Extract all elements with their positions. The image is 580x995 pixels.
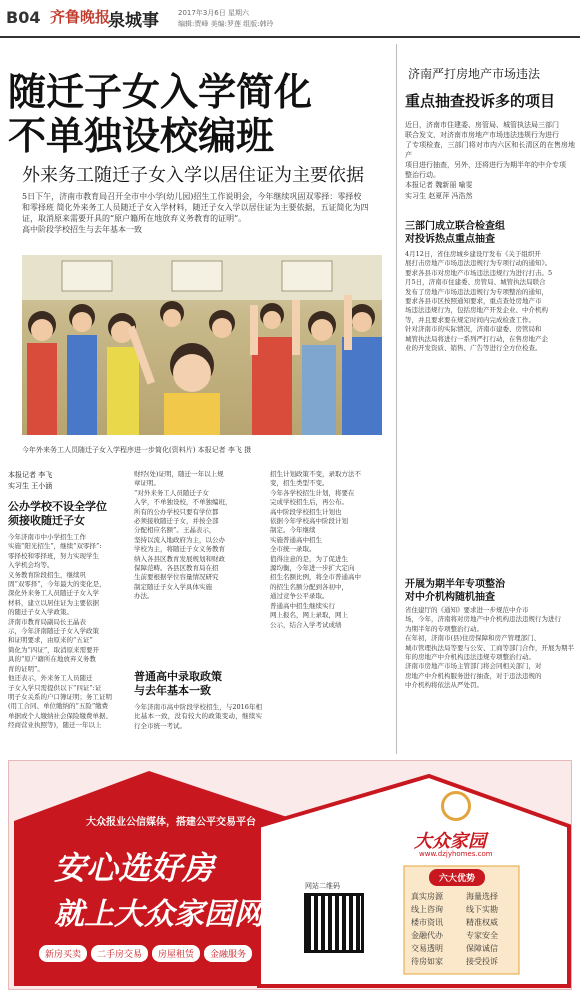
reporter-line: 实习生 赵夏萍 冯浩然 bbox=[405, 192, 473, 200]
brand-name: 大众家园 bbox=[414, 831, 486, 852]
children-photo-illustration bbox=[22, 255, 382, 435]
body-line: 分配相应名额”。王晶表示， bbox=[134, 526, 216, 535]
right-sub-head-2 bbox=[405, 578, 505, 604]
body-line: 今年济南市中小学招生工作 bbox=[8, 533, 86, 541]
body-line: 展打击房地产市场违法违规行为专项行动的通知》。 bbox=[405, 259, 552, 268]
body-line: 省住建厅的《通知》要求进一步规范中介市 bbox=[405, 606, 529, 614]
brand-logo-icon bbox=[441, 791, 471, 821]
body-line: 简化为“四证”，取消原来需要开 bbox=[8, 645, 100, 654]
editors-line: 编辑:贾峰 美编:罗莲 组版:韩玲 bbox=[178, 20, 274, 28]
service-tag[interactable]: 新房买卖 bbox=[39, 945, 87, 962]
ad-banner: 大众报业公信媒体，搭建公平交易平台 bbox=[86, 817, 256, 828]
right-sub-head-1 bbox=[405, 220, 505, 246]
advantage-item: 接受投诉 bbox=[466, 957, 498, 966]
body-line: 等，并且要求要在规定时间内完成检查工作。 bbox=[405, 315, 535, 324]
body-line: 源均衡，今年进一步扩大定向 bbox=[270, 564, 355, 573]
body-line: 入学机会均等。 bbox=[8, 561, 54, 570]
brand-url[interactable]: www.dzjyhomes.com bbox=[419, 850, 493, 858]
body-line: 今年各学校招生计划，将要在 bbox=[270, 488, 355, 497]
lead-line: 和零择班 简化外来务工人员随迁子女入学材料，随迁子女入学以居住证为主要依据，五证简化为四 bbox=[22, 203, 369, 212]
body-line: 发布了房地产市场违法违规行为专项整治的通知， bbox=[405, 287, 548, 296]
body-line: 示，今年济南随迁子女入学政策 bbox=[8, 627, 99, 636]
body-line: 实施“阳光招生”，继续“双零择”: bbox=[8, 542, 102, 551]
body-line: 业的开发资质、销售、广告等进行全方位检查。 bbox=[405, 344, 542, 353]
main-subheadline: 外来务工随迁子女入学以居住证为主要依据 bbox=[22, 165, 364, 186]
body-line: 要求各县市区按照通知要求，重点查处房地产市 bbox=[405, 297, 542, 306]
qr-code-icon[interactable] bbox=[304, 893, 364, 953]
body-line: 具的“原户籍所在地放弃义务教 bbox=[8, 655, 96, 664]
body-line: 保障范畴。各县区教育局在招 bbox=[134, 564, 219, 573]
service-tag[interactable]: 金融服务 bbox=[204, 945, 252, 962]
headline-line-1: 随迁子女入学简化 bbox=[8, 70, 313, 114]
section-name: 泉城事 bbox=[108, 11, 159, 31]
paper-logo: 齐鲁晚报 bbox=[50, 8, 111, 26]
body-line: “对外来务工人员随迁子女 bbox=[134, 488, 209, 497]
body-line: 材料，建立以居住证为主要依据 bbox=[8, 598, 99, 607]
service-tag[interactable]: 二手房交易 bbox=[91, 945, 148, 962]
advertisement[interactable] bbox=[8, 760, 572, 990]
body-line: 在年初，济南市(县)住房保障和房产管理部门、 bbox=[405, 634, 541, 643]
body-line: 城市管理执法局等要与公安、工商等部门合作，开展为期半 bbox=[405, 643, 574, 652]
body-line: 为期半年的专项整治行动。 bbox=[405, 624, 483, 633]
body-line: (用工合同、单位缴纳的“五险”缴费 bbox=[8, 702, 109, 711]
ad-services bbox=[39, 945, 252, 962]
body-line: 深化外来务工人员随迁子女入学 bbox=[8, 589, 99, 598]
body-line: 月5日，济南市住建委、房管局、城管执法局联合 bbox=[405, 278, 546, 287]
body-line: 办法。 bbox=[134, 592, 154, 601]
advantage-item: 保障诚信 bbox=[466, 944, 498, 953]
body-line: 通过竞争公平录取。 bbox=[270, 592, 329, 601]
body-line: 普通高中招生继续实行 bbox=[270, 601, 335, 610]
lead-line: 证，取消原来需要开具的“原户籍所在地放弃义务教育的证明”。 bbox=[22, 214, 247, 223]
advantage-item: 待房如家 bbox=[411, 957, 443, 966]
main-lead bbox=[22, 191, 382, 235]
intern-name: 实习生 王小涵 bbox=[8, 482, 53, 490]
body-line: 变，招生类型不变。 bbox=[270, 479, 329, 488]
headline-line-2: 不单独设校编班 bbox=[8, 114, 275, 158]
lead-line: 高中阶段学校招生与去年基本一致 bbox=[22, 225, 142, 234]
sub-head-2 bbox=[134, 670, 262, 698]
body-line: 招生计划政策不变，录取方法不 bbox=[270, 470, 361, 478]
advantage-item: 金融代办 bbox=[411, 931, 443, 940]
right-sub-head-2-line: 对中介机构随机抽查 bbox=[405, 592, 495, 603]
body-line: 要求各县市对房地产市场违法违规行为进行打击。5 bbox=[405, 268, 553, 277]
body-line: 明子女关系的户口簿证明；务工证明 bbox=[8, 692, 112, 701]
main-headline bbox=[8, 70, 388, 158]
advantage-item: 交易透明 bbox=[411, 944, 443, 953]
body-line: 值得注意的是，为了促进生 bbox=[270, 554, 348, 563]
body-line: 固“双零择”，今年最大的变化是， bbox=[8, 580, 106, 589]
feature-kicker: 济南严打房地产市场违法 bbox=[408, 67, 541, 81]
sub-head-1 bbox=[8, 500, 128, 528]
advantage-item: 线上咨询 bbox=[411, 905, 443, 914]
advantage-item: 专家安全 bbox=[466, 931, 498, 940]
body-line: 依据今年学校高中阶段计划 bbox=[270, 517, 348, 526]
body-line: 他还表示，外来务工人员随迁 bbox=[8, 674, 93, 683]
body-line: 义务教育阶段招生，继续巩 bbox=[8, 570, 86, 579]
qr-label: 网站二维码 bbox=[305, 882, 340, 890]
body-line: 入学，不单独设校，不单独编班， bbox=[134, 498, 232, 507]
body-line: 年的房地产中介机构违法违规专项整治行动。 bbox=[405, 653, 535, 662]
sub-head-2-line: 普通高中录取政策 bbox=[134, 670, 222, 683]
body-line: 和证明要求，由原来的“五证” bbox=[8, 636, 93, 645]
photo-caption: 今年外来务工人员随迁子女入学程序进一步简化(资料片) 本报记者 李飞 摄 bbox=[22, 446, 252, 454]
body-line: 生前要根据学位容量情况研究 bbox=[134, 573, 219, 582]
col2b-body: 今年济南市高中阶段学校招生，与2016年相比基本一致，没有较大的政策变动，继续实行全市统一考试。 bbox=[134, 703, 262, 730]
reporter-byline bbox=[8, 470, 52, 492]
body-line: 房地产中介机构服务进行抽查，对于违法违规的 bbox=[405, 671, 542, 680]
body-line: 纳入各县区教育发展规划和财政 bbox=[134, 554, 225, 563]
body-line: 全市统一录取。 bbox=[270, 545, 316, 554]
body-line: 实施普通高中招生 bbox=[270, 535, 322, 544]
advantage-item: 真实房源 bbox=[411, 892, 443, 901]
lead-line: 5日下午，济南市教育局召开全市中小学(幼儿园)招生工作说明会，今年继续巩固双零择：零择校 bbox=[22, 192, 362, 201]
body-line: 针对济南市的实际情况，济南市建委、房管局和 bbox=[405, 325, 542, 334]
body-line: 所有的公办学校只要有学位都 bbox=[134, 507, 219, 516]
col1-body bbox=[8, 533, 126, 731]
sub-head-1-line: 公办学校不设全学位 bbox=[8, 500, 107, 513]
body-line: 场，今年，济南将对房地产中介机构违法违规行为进行 bbox=[405, 615, 561, 624]
body-line: 近日，济南市住建委、房管局、城管执法局三部门 bbox=[405, 121, 559, 129]
advantage-item: 海量选择 bbox=[466, 892, 498, 901]
masthead bbox=[0, 0, 580, 38]
date-line: 2017年3月6日 星期六 bbox=[178, 9, 249, 17]
body-line: 学校为主，将随迁子女义务教育 bbox=[134, 545, 225, 554]
page-number: B04 bbox=[6, 8, 41, 27]
body-line: 城管执法局将进行一系列严打行动，在售房地产企 bbox=[405, 334, 548, 343]
body-line: 章证明。 bbox=[134, 479, 160, 488]
body-line: 高中阶段学校招生计划也 bbox=[270, 507, 342, 516]
body-line: 财经(处)证明，随迁一年以上规 bbox=[134, 470, 224, 478]
body-line: 坚持以流入地政府为主，以公办 bbox=[134, 535, 225, 544]
body-line: 项目进行抽查，另外，还将进行为期半年的中介专项 bbox=[405, 161, 566, 169]
sub-head-2-line: 与去年基本一致 bbox=[134, 684, 211, 697]
right-sub-head-1-line: 对投诉热点重点抽查 bbox=[405, 234, 495, 245]
body-line: 子女入学只需提供以下“四证”:证 bbox=[8, 683, 102, 692]
ad-slogan-2: 就上大众家园网 bbox=[54, 897, 264, 932]
body-line: 的招生名额分配到各初中， bbox=[270, 582, 348, 591]
ad-slogan-1: 安心选好房 bbox=[54, 849, 215, 887]
col2-body bbox=[134, 470, 262, 602]
right-s2-body bbox=[405, 606, 575, 754]
body-line: 整治行动。 bbox=[405, 171, 440, 179]
feature-intro bbox=[405, 120, 575, 180]
reporter-name: 本报记者 李飞 bbox=[8, 471, 53, 479]
body-line: 经商营业执照等)，随迁一年以上 bbox=[8, 721, 102, 730]
right-sub-head-1-line: 三部门成立联合检查组 bbox=[405, 221, 505, 232]
body-line: 了专项检查，三部门将对市内六区和长清区的在售房地产 bbox=[405, 141, 575, 159]
col3-body bbox=[270, 470, 392, 630]
advantage-item: 线下实勘 bbox=[466, 905, 498, 914]
body-line: 场违法违规行为，包括房地产开发企业、中介机构 bbox=[405, 306, 548, 315]
body-line: 必须接收随迁子女，并按全部 bbox=[134, 517, 219, 526]
body-line: 零择校和零择班，努力实现学生 bbox=[8, 551, 99, 560]
body-line: 育的证明”。 bbox=[8, 664, 44, 673]
body-line: 中介机构将依法从严处罚。 bbox=[405, 681, 483, 690]
feature-headline: 重点抽查投诉多的项目 bbox=[405, 92, 556, 110]
body-line: 4月12日，省住房城乡建设厅发布《关于组织开 bbox=[405, 250, 541, 258]
right-sub-head-2-line: 开展为期半年专项整治 bbox=[405, 579, 505, 590]
advantages-list bbox=[411, 891, 515, 967]
column-divider bbox=[396, 44, 397, 754]
body-line: 招生名额比例，将全市普通高中 bbox=[270, 573, 361, 582]
body-line: 制定。今年继续 bbox=[270, 526, 316, 535]
right-s1-body bbox=[405, 250, 575, 570]
body-line: 完成学校招生后，再公布。 bbox=[270, 498, 348, 507]
advantages-title: 六大优势 bbox=[429, 869, 485, 886]
body-line: 济南市房地产市场主管部门将会同相关部门，对 bbox=[405, 662, 542, 671]
service-tag[interactable]: 房屋租赁 bbox=[152, 945, 200, 962]
advantage-item: 精准权威 bbox=[466, 918, 498, 927]
body-line: 网上报名，网上录取，网上 bbox=[270, 611, 348, 620]
body-line: 济南市教育局副局长王晶表 bbox=[8, 617, 86, 626]
body-line: 公示，结合入学考试成绩 bbox=[270, 620, 342, 629]
body-line: 单据或个人缴纳社会保险缴费单据、 bbox=[8, 711, 112, 720]
body-line: 的随迁子女入学政策。 bbox=[8, 608, 73, 617]
reporter-line: 本报记者 魏新丽 喻雯 bbox=[405, 181, 473, 189]
body-line: 联合发文，对济南市房地产市场违法违规行为进行 bbox=[405, 131, 559, 139]
advantage-item: 楼市资讯 bbox=[411, 918, 443, 927]
body-line: 制定随迁子女入学具体实施 bbox=[134, 582, 212, 591]
news-photo bbox=[22, 255, 382, 435]
sub-head-1-line: 须接收随迁子女 bbox=[8, 514, 85, 527]
feature-reporters bbox=[405, 180, 575, 202]
